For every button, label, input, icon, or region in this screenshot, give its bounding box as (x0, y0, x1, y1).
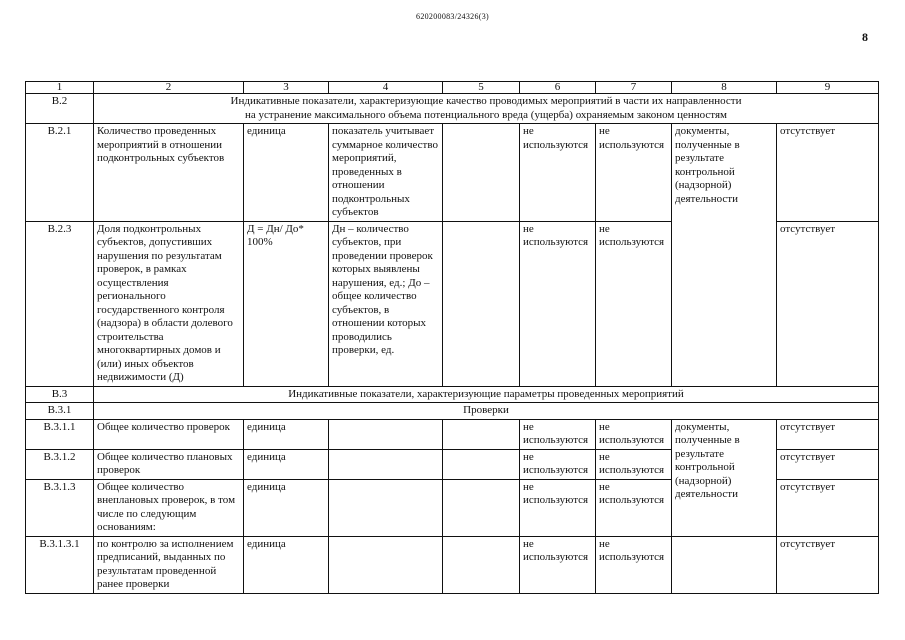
empty-cell (329, 419, 443, 449)
col6-cell: не используются (520, 479, 596, 536)
column-number: 5 (443, 82, 520, 94)
col9-cell: отсутствует (777, 221, 879, 386)
unit-cell: единица (244, 449, 329, 479)
unit-cell: единица (244, 124, 329, 222)
empty-cell (443, 221, 520, 386)
column-number: 8 (672, 82, 777, 94)
indicator-name: Общее количество плановых проверок (94, 449, 244, 479)
table-row (26, 419, 879, 449)
section-title: Индикативные показатели, характеризующие качество проводимых мероприятий в части их направленности на устранение максимального объема потенциального вреда (ущерба) охраняемым законом ценностям (94, 94, 879, 124)
section-code: В.2 (26, 94, 94, 124)
col7-cell: не используются (596, 479, 672, 536)
unit-cell: единица (244, 479, 329, 536)
section-title: Индикативные показатели, характеризующие параметры проведенных мероприятий (94, 386, 879, 403)
page-number: 8 (862, 30, 868, 44)
column-number: 9 (777, 82, 879, 94)
col7-cell: не используются (596, 221, 672, 386)
col9-cell: отсутствует (777, 536, 879, 593)
col9-cell: отсутствует (777, 449, 879, 479)
col7-cell: не используются (596, 536, 672, 593)
empty-cell (672, 536, 777, 593)
row-code: В.2.1 (26, 124, 94, 222)
source-cell-continued (672, 221, 777, 386)
empty-cell (329, 449, 443, 479)
col9-cell: отсутствует (777, 479, 879, 536)
col6-cell: не используются (520, 536, 596, 593)
row-code: В.3.1.3 (26, 479, 94, 536)
indicator-name: Общее количество внеплановых проверок, в том числе по следующим основаниям: (94, 479, 244, 536)
section-code: В.3.1 (26, 403, 94, 420)
row-code: В.3.1.3.1 (26, 536, 94, 593)
unit-cell: единица (244, 419, 329, 449)
col7-cell: не используются (596, 124, 672, 222)
empty-cell (329, 536, 443, 593)
column-number: 6 (520, 82, 596, 94)
column-number: 7 (596, 82, 672, 94)
col6-cell: не используются (520, 221, 596, 386)
source-cell: документы, полученные в результате контрольной (надзорной) деятельности (672, 419, 777, 536)
column-number: 4 (329, 82, 443, 94)
section-row (26, 94, 879, 124)
section-row (26, 403, 879, 420)
col7-cell: не используются (596, 449, 672, 479)
table-row (26, 221, 879, 386)
empty-cell (443, 449, 520, 479)
col9-cell: отсутствует (777, 124, 879, 222)
table-row (26, 536, 879, 593)
source-cell: документы, полученные в результате контрольной (надзорной) деятельности (672, 124, 777, 222)
description-cell: Дн – количество субъектов, при проведении проверок которых выявлены нарушения, ед.; До – общее количество субъектов, в отношении которых проводились проверки, ед. (329, 221, 443, 386)
empty-cell (443, 479, 520, 536)
empty-cell (443, 419, 520, 449)
col6-cell: не используются (520, 449, 596, 479)
section-code: В.3 (26, 386, 94, 403)
formula-cell: Д = Дн/ До* 100% (244, 221, 329, 386)
indicator-name: по контролю за исполнением предписаний, выданных по результатам проведенной ранее проверки (94, 536, 244, 593)
col6-cell: не используются (520, 124, 596, 222)
description-cell: показатель учитывает суммарное количество мероприятий, проведенных в отношении подконтрольных субъектов (329, 124, 443, 222)
indicator-name: Количество проведенных мероприятий в отношении подконтрольных субъектов (94, 124, 244, 222)
column-number: 3 (244, 82, 329, 94)
empty-cell (329, 479, 443, 536)
section-row (26, 386, 879, 403)
table-row (26, 124, 879, 222)
col6-cell: не используются (520, 419, 596, 449)
empty-cell (443, 124, 520, 222)
indicator-name: Доля подконтрольных субъектов, допустивших нарушения по результатам проверок, в рамках осуществления регионального государственного контроля (надзора) в области долевого строительства многоквартирных домов и (или) иных объектов недвижимости (Д) (94, 221, 244, 386)
column-header-row (26, 82, 879, 94)
indicators-table (25, 81, 879, 594)
column-number: 2 (94, 82, 244, 94)
row-code: В.2.3 (26, 221, 94, 386)
empty-cell (443, 536, 520, 593)
row-code: В.3.1.2 (26, 449, 94, 479)
section-title: Проверки (94, 403, 879, 420)
col9-cell: отсутствует (777, 419, 879, 449)
column-number: 1 (26, 82, 94, 94)
row-code: В.3.1.1 (26, 419, 94, 449)
document-id: 620200083/24326(3) (416, 12, 489, 21)
indicator-name: Общее количество проверок (94, 419, 244, 449)
col7-cell: не используются (596, 419, 672, 449)
unit-cell: единица (244, 536, 329, 593)
